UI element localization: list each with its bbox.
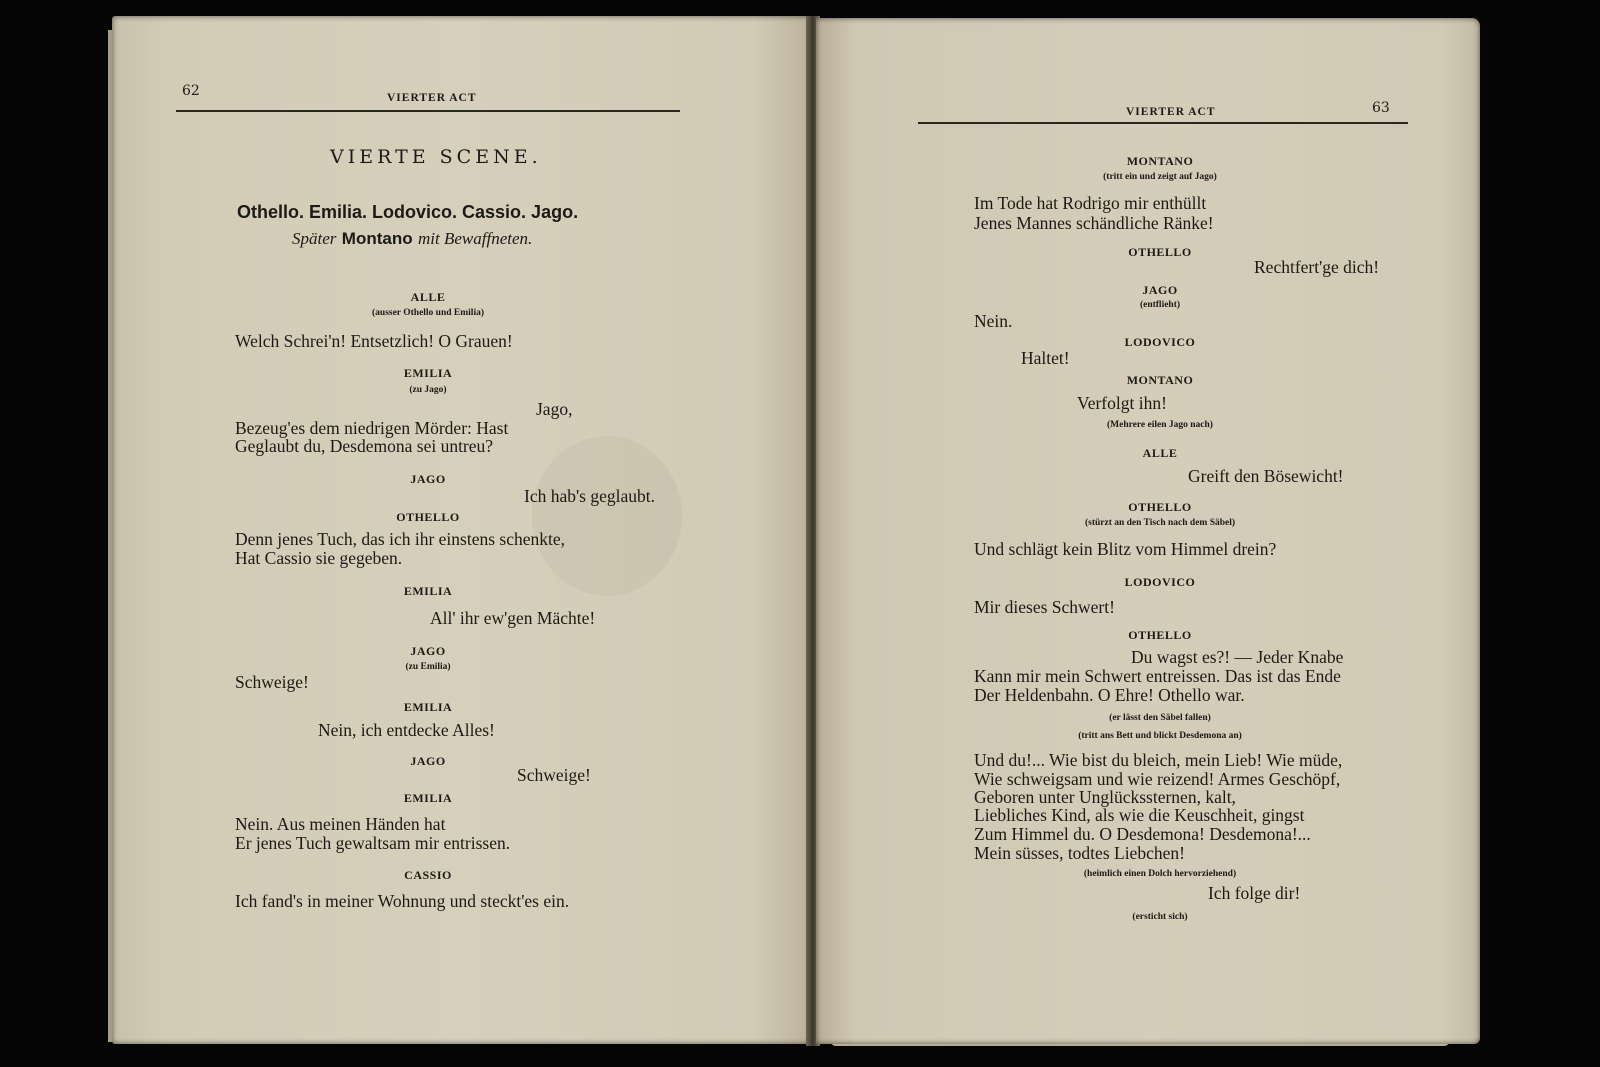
dialogue-line: Ich folge dir! — [1208, 883, 1301, 903]
later-name: Montano — [341, 229, 413, 248]
right-page — [816, 18, 1480, 1044]
dialogue-line: Ich hab's geglaubt. — [524, 486, 655, 506]
speaker: LODOVICO — [1124, 335, 1196, 349]
dialogue-line: Du wagst es?! — Jeder Knabe — [1131, 647, 1344, 667]
dialogue-line: Haltet! — [1021, 348, 1070, 368]
dialogue-line: Mein süsses, todtes Liebchen! — [974, 843, 1185, 863]
dialogue-line: Wie schweigsam und wie reizend! Armes Geschöpf, — [974, 769, 1341, 789]
dialogue-line: Und schlägt kein Blitz vom Himmel drein? — [974, 539, 1277, 559]
character-list: Othello. Emilia. Lodovico. Cassio. Jago. — [237, 202, 579, 222]
stage-direction: (stürzt an den Tisch nach dem Säbel) — [1084, 518, 1236, 528]
speaker: OTHELLO — [1128, 245, 1192, 259]
later-prefix: Später — [292, 229, 337, 248]
dialogue-line: Schweige! — [235, 672, 309, 692]
running-head: VIERTER ACT — [387, 92, 477, 104]
dialogue-line: Verfolgt ihn! — [1077, 393, 1167, 413]
dialogue-line: Geboren unter Unglückssternen, kalt, — [974, 787, 1236, 807]
page-number: 62 — [182, 83, 200, 99]
left-page — [112, 16, 810, 1044]
speaker: EMILIA — [403, 366, 453, 380]
page-stain — [532, 436, 682, 596]
speaker: ALLE — [410, 290, 446, 304]
speaker: CASSIO — [404, 868, 452, 882]
dialogue-line: Zum Himmel du. O Desdemona! Desdemona!... — [974, 824, 1311, 844]
dialogue-line: Welch Schrei'n! Entsetzlich! O Grauen! — [235, 331, 513, 351]
speaker: EMILIA — [403, 584, 453, 598]
speaker: JAGO — [1142, 283, 1178, 297]
dialogue-line: Geglaubt du, Desdemona sei untreu? — [235, 436, 494, 456]
scene-title: VIERTE SCENE. — [330, 146, 542, 168]
stage-direction: (entflieht) — [1139, 300, 1181, 310]
stage-direction: (tritt ans Bett und blickt Desdemona an) — [1078, 731, 1242, 741]
speaker: JAGO — [410, 644, 446, 658]
dialogue-line: Kann mir mein Schwert entreissen. Das ist das Ende — [974, 666, 1341, 686]
dialogue-line: Nein, ich entdecke Alles! — [318, 720, 495, 740]
stage-direction: (zu Emilia) — [405, 662, 451, 672]
header-rule — [176, 110, 680, 112]
stage-direction: (ersticht sich) — [1132, 912, 1188, 922]
dialogue-line: Er jenes Tuch gewaltsam mir entrissen. — [235, 833, 511, 853]
speaker: EMILIA — [403, 700, 453, 714]
speaker: EMILIA — [403, 791, 453, 805]
dialogue-line: Hat Cassio sie gegeben. — [235, 548, 403, 568]
dialogue-line: All' ihr ew'gen Mächte! — [430, 608, 596, 628]
stage-direction: (zu Jago) — [409, 385, 447, 395]
speaker: ALLE — [1142, 446, 1178, 460]
dialogue-line: Jago, — [536, 399, 573, 419]
dialogue-line: Liebliches Kind, als wie die Keuschheit, gingst — [974, 805, 1305, 825]
header-rule — [918, 122, 1408, 124]
speaker: OTHELLO — [1128, 628, 1192, 642]
dialogue-line: Bezeug'es dem niedrigen Mörder: Hast — [235, 418, 509, 438]
speaker: LODOVICO — [1124, 575, 1196, 589]
stage-direction: (tritt ein und zeigt auf Jago) — [1103, 172, 1217, 182]
dialogue-line: Jenes Mannes schändliche Ränke! — [974, 213, 1214, 233]
speaker: MONTANO — [1126, 373, 1194, 387]
page-number: 63 — [1372, 100, 1390, 116]
later-suffix: mit Bewaffneten. — [418, 229, 533, 248]
dialogue-line: Rechtfert'ge dich! — [1254, 257, 1380, 277]
speaker: OTHELLO — [1128, 500, 1192, 514]
speaker: JAGO — [410, 754, 446, 768]
stage-direction: (heimlich einen Dolch hervorziehend) — [1083, 869, 1237, 879]
dialogue-line: Nein. — [974, 311, 1013, 331]
dialogue-line: Greift den Bösewicht! — [1188, 466, 1344, 486]
dialogue-line: Und du!... Wie bist du bleich, mein Lieb! Wie müde, — [974, 750, 1343, 770]
stage-direction: (ausser Othello und Emilia) — [372, 308, 484, 318]
later-entrance — [292, 229, 532, 249]
dialogue-line: Denn jenes Tuch, das ich ihr einstens schenkte, — [235, 529, 566, 549]
dialogue-line: Nein. Aus meinen Händen hat — [235, 814, 446, 834]
dialogue-line: Schweige! — [517, 765, 591, 785]
speaker: MONTANO — [1126, 154, 1194, 168]
speaker: JAGO — [410, 472, 446, 486]
stage-direction: (Mehrere eilen Jago nach) — [1107, 420, 1213, 430]
speaker: OTHELLO — [396, 510, 460, 524]
running-head: VIERTER ACT — [1126, 106, 1216, 118]
dialogue-line: Mir dieses Schwert! — [974, 597, 1115, 617]
dialogue-line: Im Tode hat Rodrigo mir enthüllt — [974, 193, 1207, 213]
dialogue-line: Ich fand's in meiner Wohnung und steckt'es ein. — [235, 891, 570, 911]
dialogue-line: Der Heldenbahn. O Ehre! Othello war. — [974, 685, 1245, 705]
stage-direction: (er lässt den Säbel fallen) — [1109, 713, 1211, 723]
